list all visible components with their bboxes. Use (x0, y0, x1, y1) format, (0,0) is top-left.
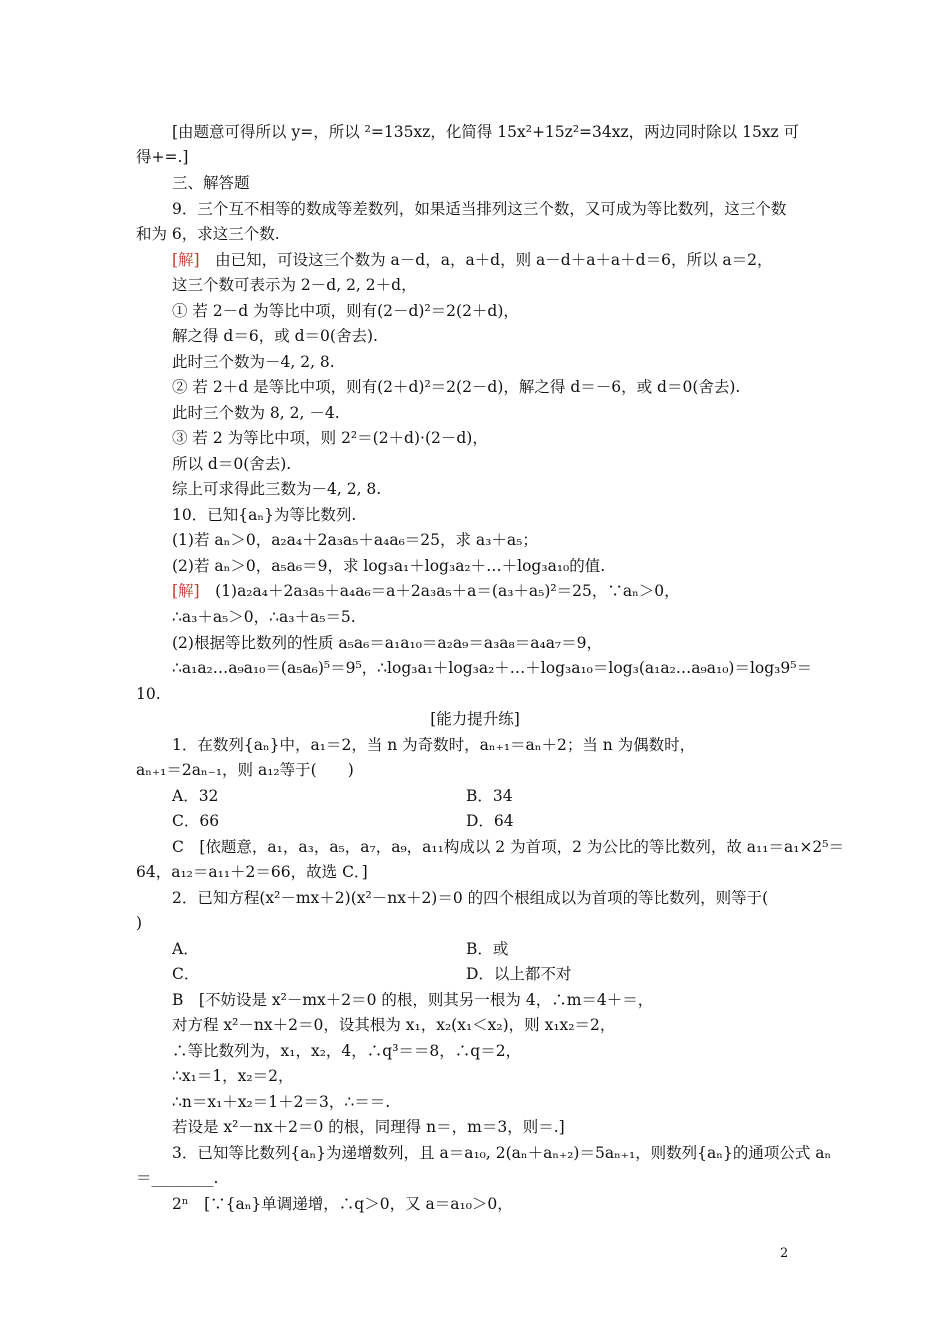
line-text: 解之得 d＝6，或 d＝0(舍去). (172, 327, 378, 345)
line-text: 得+=.] (136, 148, 189, 166)
text-line (172, 786, 513, 806)
text-line (172, 581, 680, 601)
text-line (172, 326, 378, 346)
line-text: (1)若 aₙ＞0，a₂a₄＋2a₃a₅＋a₄a₆＝25，求 a₃＋a₅； (172, 531, 538, 549)
text-line (172, 811, 514, 831)
line-text: [能力提升练] (430, 710, 520, 728)
line-text: (2)若 aₙ＞0，a₅a₆＝9，求 log₃a₁＋log₃a₂＋…＋log₃a₁₀的值. (172, 557, 606, 575)
page-number: 2 (780, 1246, 789, 1261)
line-text: B [不妨设是 x²－mx＋2＝0 的根，则其另一根为 4，∴m＝4＋＝， (172, 991, 654, 1009)
line-text: A． (172, 940, 199, 958)
text-line (172, 1015, 615, 1035)
text-line (172, 250, 773, 270)
line-text: 三、解答题 (172, 174, 250, 192)
line-text: ∴n＝x₁＋x₂＝1＋2＝3，∴＝＝. (172, 1093, 391, 1111)
line-text: ∴x₁＝1，x₂＝2， (172, 1067, 294, 1085)
text-line (172, 1117, 565, 1137)
text-line (172, 352, 335, 372)
line-text: ② 若 2＋d 是等比中项，则有(2＋d)²＝2(2－d)，解之得 d＝－6，或 d＝0(舍去). (172, 378, 741, 396)
text-line (136, 760, 354, 780)
line-text: ③ 若 2 为等比中项，则 2²＝(2＋d)·(2－d)， (172, 429, 488, 447)
text-line (172, 199, 786, 219)
text-line (172, 607, 356, 627)
option-text: D．以上都不对 (466, 965, 572, 983)
line-text: C． (172, 965, 200, 983)
text-line (172, 964, 572, 984)
line-text: ) (136, 914, 143, 932)
option-text: B．或 (466, 940, 509, 958)
text-line (172, 556, 605, 576)
line-text: 所以 d＝0(舍去). (172, 455, 292, 473)
line-text: C [依题意，a₁，a₃，a₅，a₇，a₉，a₁₁构成以 2 为首项，2 为公比的等比数列，故 a₁₁＝a₁×2⁵＝ (172, 838, 844, 856)
line-text: 3．已知等比数列{aₙ}为递增数列，且 a＝a₁₀, 2(aₙ＋aₙ₊₂)＝5aₙ₊₁，则数列{aₙ}的通项公式 aₙ (172, 1144, 832, 1162)
line-text: 2ⁿ [∵{aₙ}单调递增，∴q＞0，又 a＝a₁₀＞0， (172, 1195, 513, 1213)
text-line (172, 275, 417, 295)
solution-tag: [解] (172, 582, 200, 600)
text-line (172, 735, 695, 755)
line-text: ＝________. (136, 1169, 219, 1187)
line-text: 10．已知{aₙ}为等比数列. (172, 506, 357, 524)
text-line (136, 147, 188, 167)
line-text: (1)a₂a₄＋2a₃a₅＋a₄a₆＝a＋2a₃a₅＋a＝(a₃＋a₅)²＝25，∵aₙ＞0， (199, 582, 680, 600)
line-text: ① 若 2－d 为等比中项，则有(2－d)²＝2(2＋d)， (172, 302, 519, 320)
line-text: 若设是 x²－nx＋2＝0 的根，同理得 n＝，m＝3，则＝.] (172, 1118, 565, 1136)
text-line (136, 913, 142, 933)
line-text: 此时三个数为－4, 2, 8. (172, 353, 335, 371)
text-line (172, 1041, 521, 1061)
line-text: 对方程 x²－nx＋2＝0，设其根为 x₁，x₂(x₁＜x₂)，则 x₁x₂＝2， (172, 1016, 616, 1034)
text-line (172, 173, 250, 193)
text-line (172, 505, 356, 525)
line-text: aₙ₊₁＝2aₙ₋₁，则 a₁₂等于( ) (136, 761, 354, 779)
text-line (136, 224, 280, 244)
text-line (172, 530, 538, 550)
text-line (172, 122, 799, 142)
line-text: 此时三个数为 8, 2, －4. (172, 404, 340, 422)
text-line (172, 888, 768, 908)
text-line (172, 1194, 513, 1214)
line-text: ∴a₃＋a₅＞0，∴a₃＋a₅＝5. (172, 608, 356, 626)
text-line (0, 709, 950, 729)
text-line (172, 939, 509, 959)
text-line (136, 684, 161, 704)
option-text: D．64 (466, 812, 514, 830)
line-text: 这三个数可表示为 2－d, 2, 2＋d， (172, 276, 417, 294)
text-line (172, 377, 740, 397)
text-line (172, 403, 340, 423)
line-text: 和为 6，求这三个数. (136, 225, 280, 243)
text-line (172, 658, 812, 678)
text-line (172, 837, 844, 857)
text-line (136, 1168, 218, 1188)
text-line (172, 633, 602, 653)
line-text: ∴等比数列为，x₁，x₂，4，∴q³＝＝8，∴q＝2， (172, 1042, 522, 1060)
line-text: 64，a₁₂＝a₁₁＋2＝66，故选 C．] (136, 863, 368, 881)
line-text: C．66 (172, 812, 220, 830)
text-line (172, 479, 381, 499)
line-text: 由已知，可设这三个数为 a－d，a，a＋d，则 a－d＋a＋a＋d＝6，所以 a＝2， (199, 251, 773, 269)
line-text: 1．在数列{aₙ}中，a₁＝2，当 n 为奇数时，aₙ₊₁＝aₙ＋2；当 n 为偶数时， (172, 736, 696, 754)
line-text: 9．三个互不相等的数成等差数列，如果适当排列这三个数，又可成为等比数列，这三个数 (172, 200, 787, 218)
text-line (172, 1143, 831, 1163)
option-text: B．34 (466, 787, 513, 805)
line-text: (2)根据等比数列的性质 a₅a₆＝a₁a₁₀＝a₂a₉＝a₃a₈＝a₄a₇＝9， (172, 634, 603, 652)
text-line (172, 1066, 294, 1086)
text-line (172, 428, 488, 448)
text-line (172, 454, 291, 474)
line-text: ∴a₁a₂…a₉a₁₀＝(a₅a₆)⁵＝9⁵，∴log₃a₁＋log₃a₂＋…＋log₃a₁₀＝log₃(a₁a₂…a₉a₁₀)＝log₃9⁵＝ (172, 659, 812, 677)
line-text: 2．已知方程(x²－mx＋2)(x²－nx＋2)＝0 的四个根组成以为首项的等比数列，则等于( (172, 889, 769, 907)
text-line (172, 990, 653, 1010)
solution-tag: [解] (172, 251, 200, 269)
line-text: [由题意可得所以 y=，所以 ²=135xz，化简得 15x²+15z²=34xz，两边同时除以 15xz 可 (172, 123, 800, 141)
text-line (136, 862, 368, 882)
line-text: 综上可求得此三数为－4, 2, 8. (172, 480, 382, 498)
text-line (172, 301, 519, 321)
text-line (172, 1092, 390, 1112)
line-text: 10. (136, 685, 161, 703)
line-text: A．32 (172, 787, 219, 805)
